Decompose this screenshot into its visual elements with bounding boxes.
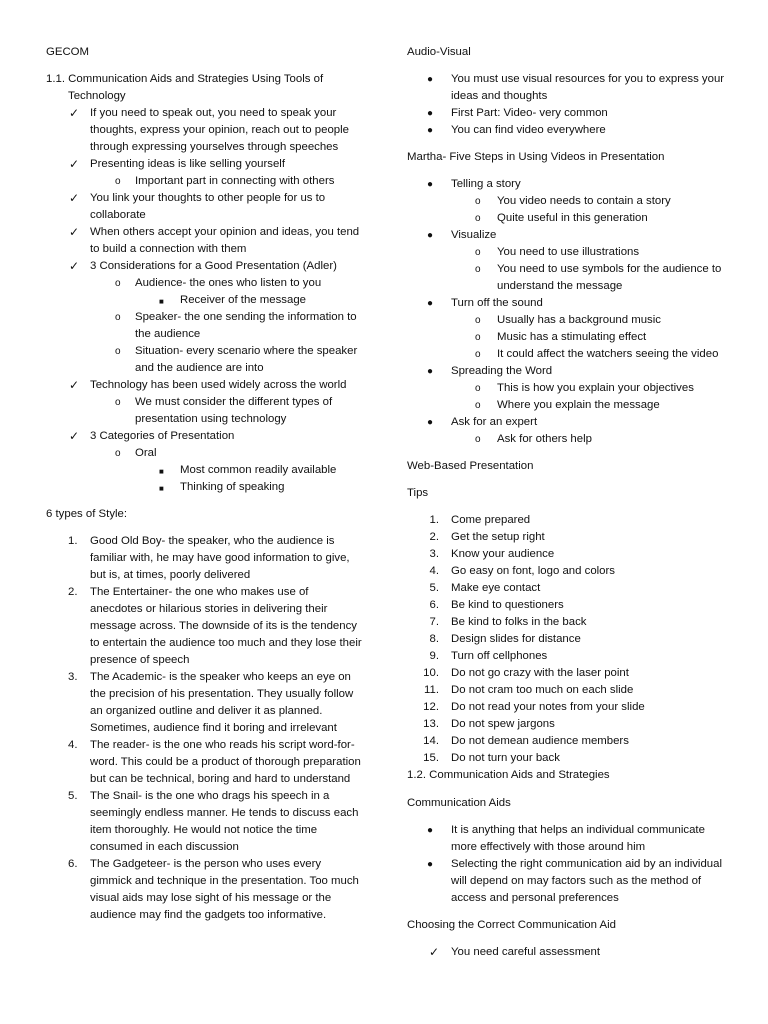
styles-heading: 6 types of Style: <box>46 508 128 520</box>
list-item: ✓ Presenting ideas is like selling yourself <box>69 157 286 171</box>
item-number: 6. <box>429 599 439 611</box>
choosing-aid-list <box>407 944 725 961</box>
list-item: 9. Turn off cellphones <box>407 648 725 665</box>
circle-bullet-icon: o <box>475 315 481 326</box>
list-item: o You video needs to contain a story <box>407 193 725 210</box>
list-item: 2. The Entertainer- the one who makes use of anecdotes or hilarious stories in delivering their message across. The downside of its is the tendency to entertain the audience too much and they lose their presence of speech <box>68 586 362 666</box>
audio-visual-list <box>407 71 725 139</box>
item-number: 8. <box>429 633 439 645</box>
circle-bullet-icon: o <box>115 176 121 187</box>
web-based-heading: Web-Based Presentation <box>407 460 534 472</box>
list-item: 1. Good Old Boy- the speaker, who the audience is familiar with, he may have good information to give, but is, at times, poorly delivered <box>68 535 350 581</box>
list-item: ● Selecting the right communication aid by an individual will depend on may factors such as the method of access and personal preferences <box>427 858 723 904</box>
list-item: o Situation- every scenario where the speaker and the audience are into <box>115 345 358 374</box>
item-number: 5. <box>68 790 78 802</box>
item-number: 3. <box>429 548 439 560</box>
item-number: 12. <box>423 701 439 713</box>
list-item: 15. Do not turn your back <box>407 750 725 767</box>
list-item: o This is how you explain your objectives <box>407 380 725 397</box>
list-item: ✓ 3 Considerations for a Good Presentation (Adler) <box>69 259 337 273</box>
bullet-icon: ● <box>427 108 434 119</box>
communication-aids-list <box>407 822 725 907</box>
item-number: 2. <box>68 586 78 598</box>
checkmark-icon: ✓ <box>69 378 80 392</box>
list-item: o Speaker- the one sending the information to the audience <box>115 311 357 340</box>
checkmark-icon: ✓ <box>69 157 80 171</box>
list-item: ■ Thinking of speaking <box>46 479 364 496</box>
list-item: 6. The Gadgeteer- is the person who uses every gimmick and technique in the presentation. Too much visual aids may lose sight of his message or the audience may find the gadgets too informative. <box>68 858 359 921</box>
list-item: o Oral <box>46 445 364 462</box>
choosing-aid-heading: Choosing the Correct Communication Aid <box>407 919 616 931</box>
circle-bullet-icon: o <box>475 247 481 258</box>
audio-visual-heading: Audio-Visual <box>407 46 471 58</box>
list-item: 8. Design slides for distance <box>407 631 725 648</box>
martha-heading: Martha- Five Steps in Using Videos in Presentation <box>407 151 665 163</box>
item-number: 3. <box>68 671 78 683</box>
square-bullet-icon: ■ <box>159 297 164 306</box>
list-item: 14. Do not demean audience members <box>407 733 725 750</box>
list-item: ● You can find video everywhere <box>407 122 725 139</box>
circle-bullet-icon: o <box>475 383 481 394</box>
list-item: ● Spreading the Word <box>407 363 725 380</box>
list-item: 4. The reader- is the one who reads his script word-for-word. This could be a product of thorough preparation but can be technical, boring and hard to understand <box>68 739 361 785</box>
item-number: 10. <box>423 667 439 679</box>
list-item: ● First Part: Video- very common <box>407 105 725 122</box>
item-number: 15. <box>423 752 439 764</box>
list-item: o Ask for others help <box>407 431 725 448</box>
list-item: ✓ If you need to speak out, you need to speak your thoughts, express your opinion, reach out to people through expressing yourselves through speeches <box>69 106 349 153</box>
circle-bullet-icon: o <box>115 448 121 459</box>
item-number: 6. <box>68 858 78 870</box>
list-item: o It could affect the watchers seeing the video <box>407 346 725 363</box>
list-item: ● Visualize <box>407 227 725 244</box>
circle-bullet-icon: o <box>115 278 121 289</box>
circle-bullet-icon: o <box>475 332 481 343</box>
section-1-2-heading: 1.2. Communication Aids and Strategies <box>407 769 610 781</box>
list-item: 3. The Academic- is the speaker who keeps an eye on the precision of his presentation. They usually follow an organized outline and deliver it as planned. Sometimes, audience find it boring and irrelevant <box>68 671 354 734</box>
item-number: 7. <box>429 616 439 628</box>
checkmark-icon: ✓ <box>69 259 80 273</box>
bullet-icon: ● <box>427 74 434 85</box>
list-item: 10. Do not go crazy with the laser point <box>407 665 725 682</box>
circle-bullet-icon: o <box>475 349 481 360</box>
list-item: 13. Do not spew jargons <box>407 716 725 733</box>
circle-bullet-icon: o <box>115 346 121 357</box>
list-item: ● Turn off the sound <box>407 295 725 312</box>
list-item: 7. Be kind to folks in the back <box>407 614 725 631</box>
item-number: 2. <box>429 531 439 543</box>
video-steps-list <box>407 176 725 448</box>
list-item: ✓ You need careful assessment <box>429 945 601 959</box>
bullet-icon: ● <box>427 825 434 836</box>
section-1-1-heading: 1.1. Communication Aids and Strategies Using Tools of Technology <box>46 73 324 102</box>
bullet-icon: ● <box>427 230 434 241</box>
list-item: o Usually has a background music <box>407 312 725 329</box>
list-item: o You need to use illustrations <box>407 244 725 261</box>
list-item: o Where you explain the message <box>407 397 725 414</box>
list-item: o You need to use symbols for the audience to understand the message <box>475 263 722 292</box>
list-item: o Quite useful in this generation <box>407 210 725 227</box>
list-item: o Audience- the ones who listen to you <box>46 275 364 292</box>
list-item: ■ Most common readily available <box>46 462 364 479</box>
right-column <box>407 44 725 961</box>
list-item: ● You must use visual resources for you to express your ideas and thoughts <box>427 73 725 102</box>
item-number: 1. <box>68 535 78 547</box>
left-column <box>46 44 364 924</box>
circle-bullet-icon: o <box>475 264 481 275</box>
list-item: 2. Get the setup right <box>407 529 725 546</box>
circle-bullet-icon: o <box>475 434 481 445</box>
bullet-icon: ● <box>427 179 434 190</box>
considerations-list <box>46 105 364 496</box>
item-number: 5. <box>429 582 439 594</box>
communication-aids-heading: Communication Aids <box>407 797 511 809</box>
item-number: 13. <box>423 718 439 730</box>
list-item: ● Telling a story <box>407 176 725 193</box>
list-item: ✓ 3 Categories of Presentation <box>69 429 235 443</box>
list-item: 3. Know your audience <box>407 546 725 563</box>
list-item: 6. Be kind to questioners <box>407 597 725 614</box>
checkmark-icon: ✓ <box>69 106 80 120</box>
square-bullet-icon: ■ <box>159 467 164 476</box>
square-bullet-icon: ■ <box>159 484 164 493</box>
list-item: ● It is anything that helps an individual communicate more effectively with those around him <box>427 824 705 853</box>
bullet-icon: ● <box>427 298 434 309</box>
bullet-icon: ● <box>427 125 434 136</box>
list-item: 4. Go easy on font, logo and colors <box>407 563 725 580</box>
document-title: GECOM <box>46 46 90 58</box>
item-number: 1. <box>429 514 439 526</box>
item-number: 9. <box>429 650 439 662</box>
list-item: 12. Do not read your notes from your slide <box>407 699 725 716</box>
list-item: ■ Receiver of the message <box>46 292 364 309</box>
circle-bullet-icon: o <box>475 400 481 411</box>
circle-bullet-icon: o <box>475 213 481 224</box>
list-item: o Music has a stimulating effect <box>407 329 725 346</box>
bullet-icon: ● <box>427 859 434 870</box>
checkmark-icon: ✓ <box>429 945 440 959</box>
checkmark-icon: ✓ <box>69 225 80 239</box>
item-number: 14. <box>423 735 439 747</box>
list-item: 1. Come prepared <box>407 512 725 529</box>
bullet-icon: ● <box>427 366 434 377</box>
checkmark-icon: ✓ <box>69 429 80 443</box>
item-number: 4. <box>429 565 439 577</box>
list-item: 11. Do not cram too much on each slide <box>407 682 725 699</box>
styles-list <box>46 533 364 924</box>
circle-bullet-icon: o <box>115 312 121 323</box>
list-item: 5. The Snail- is the one who drags his speech in a seemingly endless manner. He tends to discuss each item thoroughly. He would not notice the time consumed in each discussion <box>68 790 359 853</box>
list-item: 5. Make eye contact <box>407 580 725 597</box>
circle-bullet-icon: o <box>475 196 481 207</box>
list-item: ✓ Technology has been used widely across the world <box>69 378 347 392</box>
tips-heading: Tips <box>407 487 429 499</box>
list-item: o We must consider the different types of presentation using technology <box>115 396 333 425</box>
item-number: 11. <box>424 684 439 696</box>
bullet-icon: ● <box>427 417 434 428</box>
list-item: o Important part in connecting with others <box>46 173 364 190</box>
list-item: ● Ask for an expert <box>407 414 725 431</box>
item-number: 4. <box>68 739 78 751</box>
list-item: ✓ When others accept your opinion and ideas, you tend to build a connection with them <box>69 225 360 255</box>
list-item: ✓ You link your thoughts to other people for us to collaborate <box>69 191 326 221</box>
tips-list <box>407 512 725 767</box>
checkmark-icon: ✓ <box>69 191 80 205</box>
circle-bullet-icon: o <box>115 397 121 408</box>
